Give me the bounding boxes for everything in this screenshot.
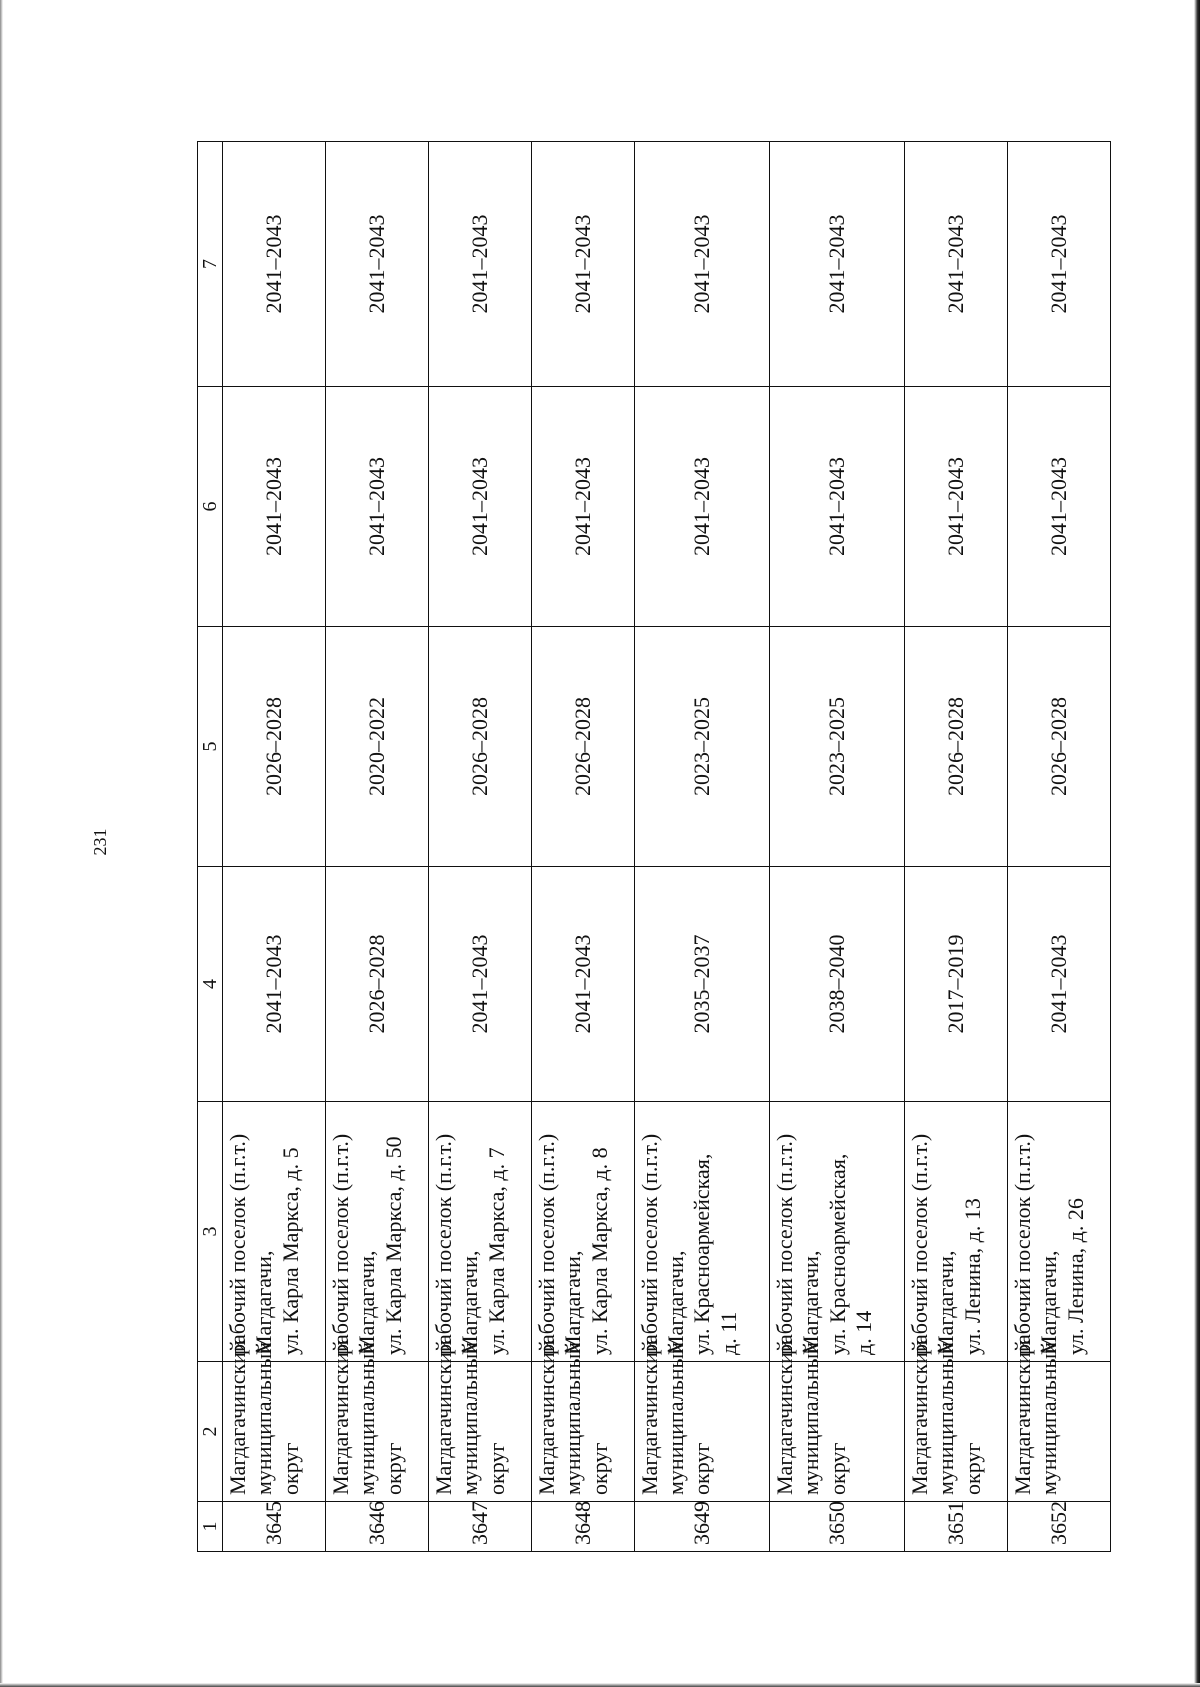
municipality-cell: Магдагачинский муниципальный округ: [531, 1362, 634, 1502]
period-col-4: 2026–2028: [325, 867, 428, 1102]
table-row: [905, 142, 1008, 1552]
period-col-7: 2041–2043: [905, 142, 1008, 387]
period-col-4: 2041–2043: [428, 867, 531, 1102]
period-col-5: 2026–2028: [1008, 627, 1111, 867]
table-row: [634, 142, 769, 1552]
period-col-4: 2041–2043: [1008, 867, 1111, 1102]
row-number: 3652: [1008, 1502, 1111, 1552]
municipality-cell: Магдагачинский муниципальный: [1008, 1362, 1111, 1502]
period-col-4: 2041–2043: [531, 867, 634, 1102]
table-row: [428, 142, 531, 1552]
row-number: 3651: [905, 1502, 1008, 1552]
row-number: 3646: [325, 1502, 428, 1552]
housing-schedule-table: [197, 141, 1111, 1552]
municipality-cell: Магдагачинский муниципальный округ: [325, 1362, 428, 1502]
header-col-1: 1: [198, 1502, 223, 1552]
row-number: 3647: [428, 1502, 531, 1552]
table-row: [325, 142, 428, 1552]
row-number: 3649: [634, 1502, 769, 1552]
period-col-6: 2041–2043: [325, 387, 428, 627]
table-row: [531, 142, 634, 1552]
municipality-cell: Магдагачинский муниципальный округ: [428, 1362, 531, 1502]
scan-edge-right: [1194, 0, 1200, 1687]
address-cell: рабочий поселок (п.г.т.) Магдагачи, ул. Карла Маркса, д. 8: [531, 1102, 634, 1362]
table-row: [223, 142, 326, 1552]
period-col-4: 2041–2043: [223, 867, 326, 1102]
period-col-7: 2041–2043: [1008, 142, 1111, 387]
address-cell: рабочий поселок (п.г.т.) Магдагачи, ул. Ленина, д. 13: [905, 1102, 1008, 1362]
period-col-4: 2038–2040: [769, 867, 904, 1102]
municipality-cell: Магдагачинский муниципальный округ: [769, 1362, 904, 1502]
address-cell: рабочий поселок (п.г.т.) Магдагачи, ул. Карла Маркса, д. 50: [325, 1102, 428, 1362]
row-number: 3650: [769, 1502, 904, 1552]
header-col-2: 2: [198, 1362, 223, 1502]
period-col-7: 2041–2043: [325, 142, 428, 387]
period-col-6: 2041–2043: [769, 387, 904, 627]
period-col-5: 2020–2022: [325, 627, 428, 867]
scan-edge-bottom: [0, 1683, 1200, 1687]
municipality-cell: Магдагачинский муниципальный округ: [905, 1362, 1008, 1502]
period-col-5: 2026–2028: [905, 627, 1008, 867]
period-col-4: 2035–2037: [634, 867, 769, 1102]
period-col-6: 2041–2043: [223, 387, 326, 627]
address-cell: рабочий поселок (п.г.т.) Магдагачи, ул. Ленина, д. 26: [1008, 1102, 1111, 1362]
page-number: 231: [90, 828, 110, 856]
period-col-7: 2041–2043: [531, 142, 634, 387]
period-col-5: 2026–2028: [223, 627, 326, 867]
period-col-6: 2041–2043: [1008, 387, 1111, 627]
address-cell: рабочий поселок (п.г.т.) Магдагачи, ул. Красноармейская, д. 11: [634, 1102, 769, 1362]
header-col-5: 5: [198, 627, 223, 867]
table-row: [1008, 142, 1111, 1552]
table-row: [769, 142, 904, 1552]
period-col-7: 2041–2043: [634, 142, 769, 387]
rotated-table-container: [197, 142, 1111, 1552]
period-col-7: 2041–2043: [428, 142, 531, 387]
address-cell: рабочий поселок (п.г.т.) Магдагачи, ул. Красноармейская, д. 14: [769, 1102, 904, 1362]
header-col-7: 7: [198, 142, 223, 387]
municipality-cell: Магдагачинский муниципальный округ: [223, 1362, 326, 1502]
period-col-5: 2026–2028: [428, 627, 531, 867]
scan-edge-left: [0, 0, 3, 1687]
municipality-cell: Магдагачинский муниципальный округ: [634, 1362, 769, 1502]
period-col-6: 2041–2043: [531, 387, 634, 627]
period-col-5: 2026–2028: [531, 627, 634, 867]
header-col-4: 4: [198, 867, 223, 1102]
period-col-5: 2023–2025: [769, 627, 904, 867]
address-cell: рабочий поселок (п.г.т.) Магдагачи, ул. Карла Маркса, д. 5: [223, 1102, 326, 1362]
period-col-6: 2041–2043: [634, 387, 769, 627]
period-col-6: 2041–2043: [905, 387, 1008, 627]
header-col-6: 6: [198, 387, 223, 627]
row-number: 3645: [223, 1502, 326, 1552]
period-col-4: 2017–2019: [905, 867, 1008, 1102]
period-col-5: 2023–2025: [634, 627, 769, 867]
row-number: 3648: [531, 1502, 634, 1552]
period-col-7: 2041–2043: [223, 142, 326, 387]
period-col-7: 2041–2043: [769, 142, 904, 387]
header-col-3: 3: [198, 1102, 223, 1362]
header-row: [198, 142, 223, 1552]
period-col-6: 2041–2043: [428, 387, 531, 627]
address-cell: рабочий поселок (п.г.т.) Магдагачи, ул. Карла Маркса, д. 7: [428, 1102, 531, 1362]
